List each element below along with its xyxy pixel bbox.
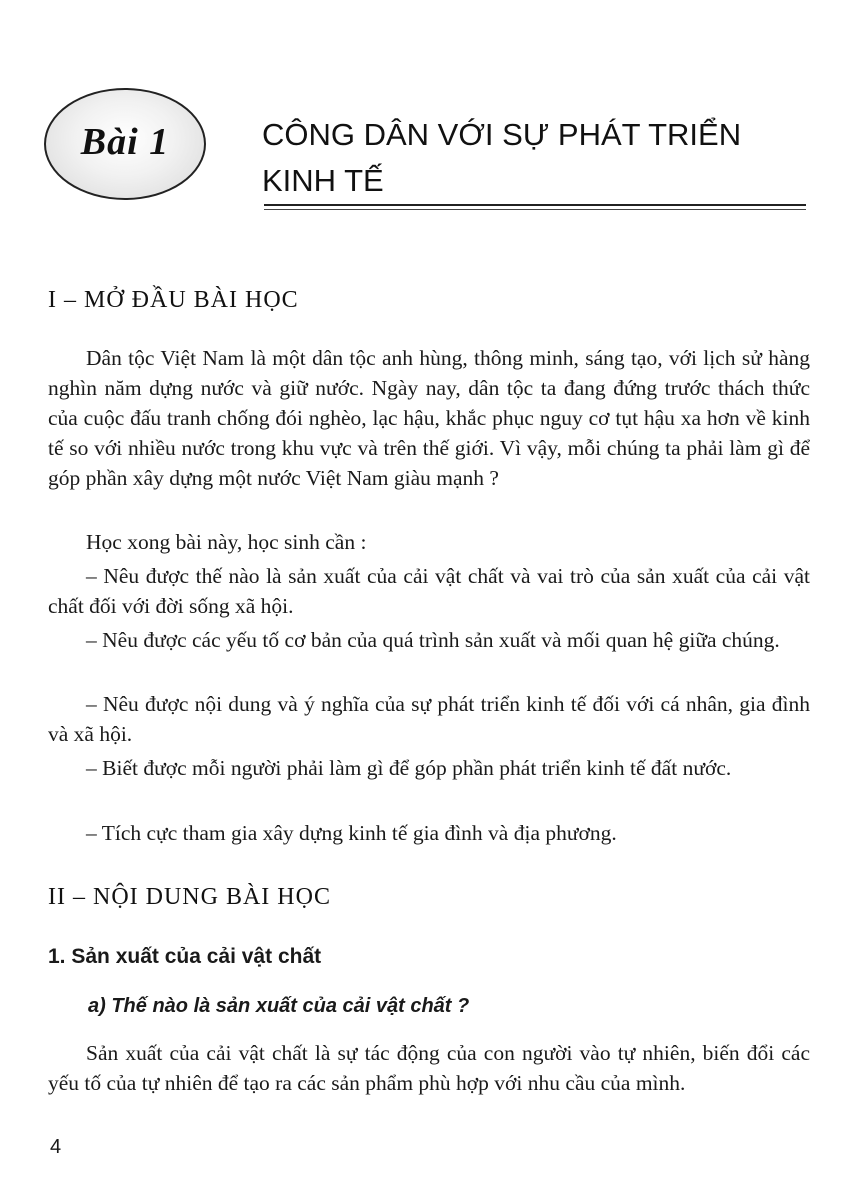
lesson-badge-label: Bài 1 (80, 121, 170, 163)
question-heading: a) Thế nào là sản xuất của cải vật chất ? (88, 995, 470, 1017)
section-heading-intro: I – MỞ ĐẦU BÀI HỌC (48, 287, 299, 313)
objective-item: – Nêu được nội dung và ý nghĩa của sự phát triển kinh tế đối với cá nhân, gia đình và xã hội. (48, 692, 810, 746)
title-underline-thin (264, 209, 806, 210)
intro-paragraph: Dân tộc Việt Nam là một dân tộc anh hùng, thông minh, sáng tạo, với lịch sử hàng nghìn năm dựng nước và giữ nước. Ngày nay, dân tộc ta đang đứng trước thách thức của cuộc đấu tranh chống đói nghèo, lạc hậu, khắc phục nguy cơ tụt hậu xa hơn về kinh tế so với nhiều nước trong khu vực và trên thế giới. Vì vậy, mỗi chúng ta phải làm gì để góp phần xây dựng một nước Việt Nam giàu mạnh ? (48, 346, 810, 490)
definition-paragraph: Sản xuất của cải vật chất là sự tác động của con người vào tự nhiên, biến đổi các yếu tố của tự nhiên để tạo ra các sản phẩm phù hợp với nhu cầu của mình. (48, 1041, 810, 1095)
objective-item: – Tích cực tham gia xây dựng kinh tế gia đình và địa phương. (86, 821, 617, 845)
lesson-title-line2: KINH TẾ (262, 163, 384, 198)
page-number: 4 (50, 1136, 62, 1158)
objective-item: – Nêu được các yếu tố cơ bản của quá trình sản xuất và mối quan hệ giữa chúng. (86, 628, 780, 652)
lesson-title-line1: CÔNG DÂN VỚI SỰ PHÁT TRIỂN (262, 117, 742, 152)
title-underline (264, 204, 806, 206)
lesson-title (262, 112, 741, 204)
objective-item: – Biết được mỗi người phải làm gì để góp phần phát triển kinh tế đất nước. (86, 756, 732, 780)
lesson-badge (44, 88, 206, 200)
objectives-lead: Học xong bài này, học sinh cần : (86, 530, 367, 554)
subsection-heading: 1. Sản xuất của cải vật chất (48, 945, 322, 968)
section-heading-content: II – NỘI DUNG BÀI HỌC (48, 884, 331, 910)
objective-item: – Nêu được thế nào là sản xuất của cải vật chất và vai trò của sản xuất của cải vật chất đối với đời sống xã hội. (48, 564, 810, 618)
